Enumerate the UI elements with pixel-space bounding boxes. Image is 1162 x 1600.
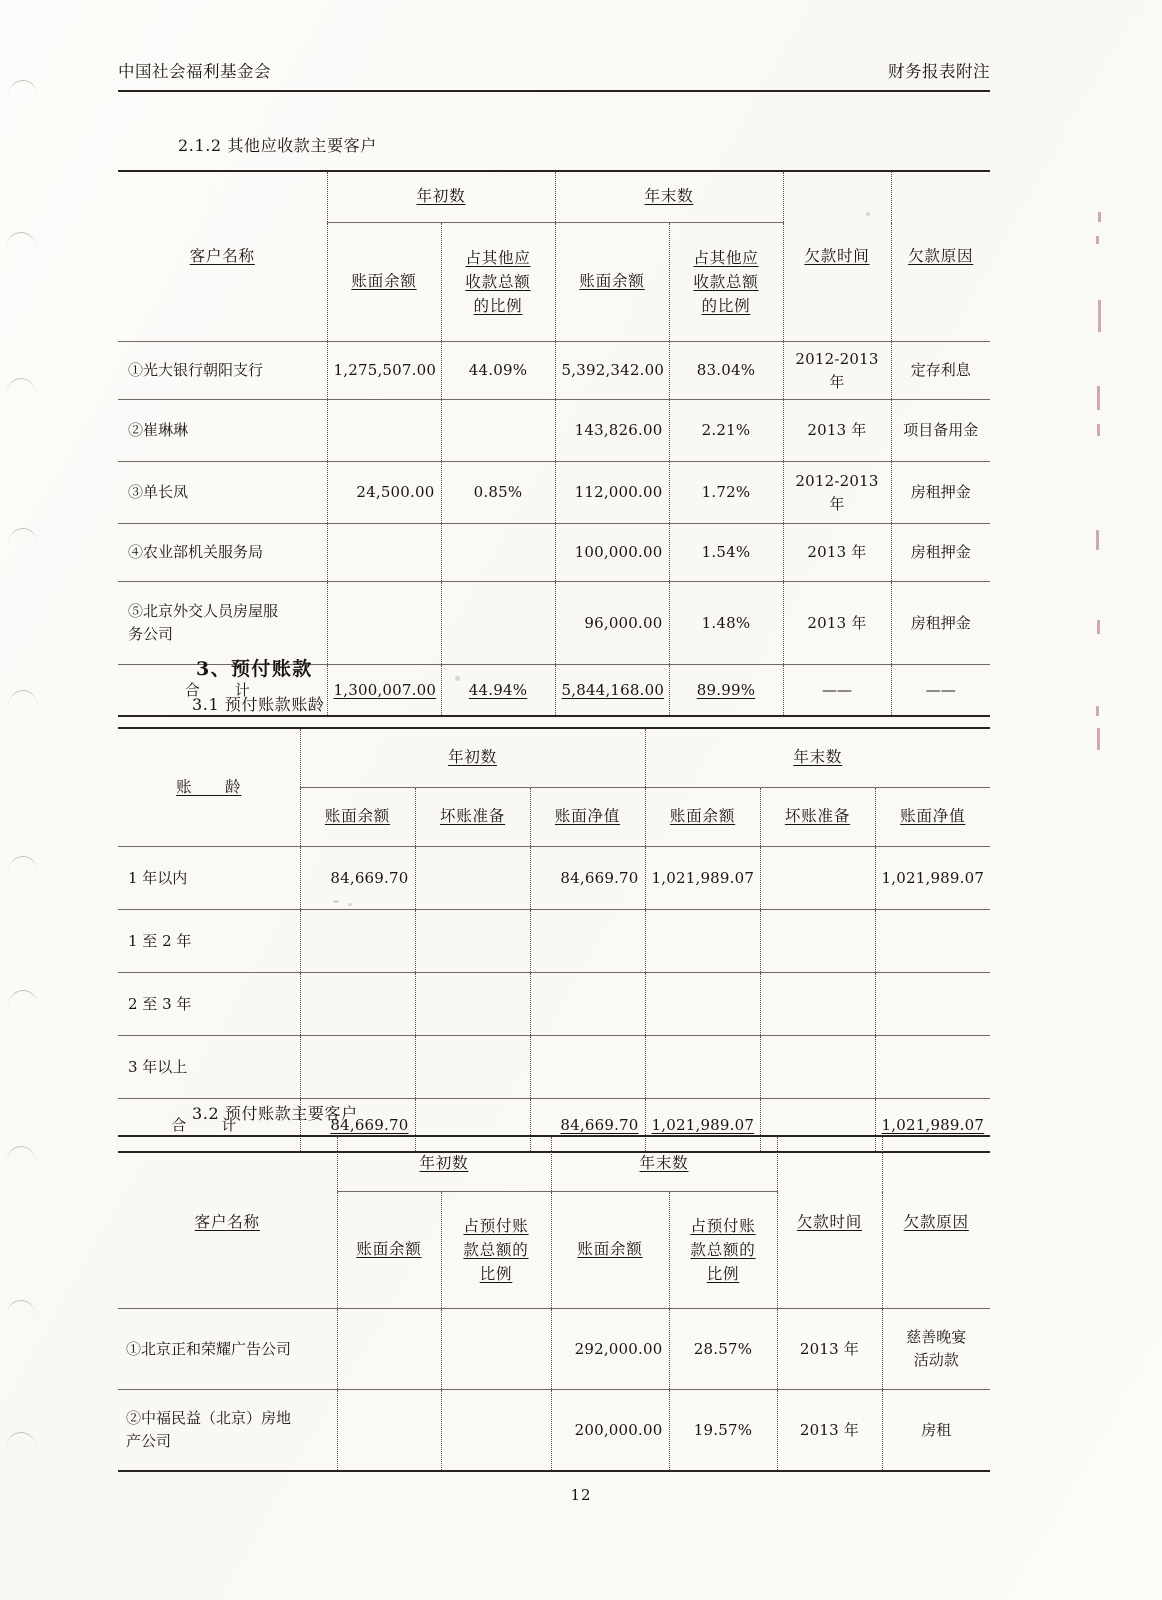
cell-customer-name: ④农业部机关服务局	[118, 524, 327, 582]
running-header	[118, 58, 990, 82]
table-row	[118, 400, 990, 462]
header-begin-ratio: 占预付账 款总额的 比例	[441, 1192, 551, 1309]
cell-owe-time: 2012-2013 年	[783, 342, 891, 400]
table-row	[118, 1390, 990, 1472]
caption-3-1: 3.1 预付账款账龄	[192, 695, 325, 714]
header-doc-title: 财务报表附注	[888, 62, 990, 81]
header-divider	[118, 90, 990, 92]
table-row	[118, 910, 990, 973]
cell-end-ratio: 1.54%	[669, 524, 783, 582]
cell-begin-net-value	[530, 973, 645, 1036]
cell-begin-ratio: 0.85%	[441, 462, 555, 524]
cell-begin-balance	[300, 1036, 415, 1099]
cell-owe-reason: 房租押金	[891, 582, 990, 665]
cell-owe-reason: 项目备用金	[891, 400, 990, 462]
cell-begin-net-value	[530, 1036, 645, 1099]
cell-end-balance	[645, 973, 760, 1036]
cell-end-net-value	[875, 973, 990, 1036]
scan-edge-artifact	[1097, 728, 1100, 750]
scan-speck	[333, 900, 339, 903]
cell-aging: 1 至 2 年	[118, 910, 300, 973]
header-end-book-balance: 账面余额	[555, 223, 669, 342]
cell-end-net-value: 1,021,989.07	[875, 847, 990, 910]
cell-customer-name: ③单长凤	[118, 462, 327, 524]
header-end-book-balance: 账面余额	[645, 788, 760, 847]
cell-total-end-ratio: 89.99%	[669, 665, 783, 717]
table-row	[118, 1036, 990, 1099]
header-owe-reason: 欠款原因	[891, 171, 990, 342]
caption-2-1-2: 2.1.2 其他应收款主要客户	[178, 136, 377, 155]
cell-end-ratio: 1.72%	[669, 462, 783, 524]
cell-owe-time: 2013 年	[783, 400, 891, 462]
cell-begin-bad-debt	[415, 1036, 530, 1099]
table-row	[118, 342, 990, 400]
cell-end-balance: 96,000.00	[555, 582, 669, 665]
header-begin-ratio: 占其他应 收款总额 的比例	[441, 223, 555, 342]
cell-total-end-net-value: 1,021,989.07	[875, 1099, 990, 1153]
cell-end-ratio: 2.21%	[669, 400, 783, 462]
header-owe-time: 欠款时间	[777, 1136, 882, 1309]
cell-end-ratio: 83.04%	[669, 342, 783, 400]
header-begin-book-balance: 账面余额	[337, 1192, 441, 1309]
cell-end-bad-debt	[760, 973, 875, 1036]
cell-begin-balance	[327, 524, 441, 582]
cell-total-label: 合 计	[118, 665, 327, 717]
table-header-row-group	[118, 1136, 990, 1192]
cell-end-balance	[645, 910, 760, 973]
header-end-ratio: 占其他应 收款总额 的比例	[669, 223, 783, 342]
header-begin-group: 年初数	[300, 728, 645, 788]
cell-owe-time: 2013 年	[777, 1309, 882, 1390]
header-owe-time: 欠款时间	[783, 171, 891, 342]
cell-begin-balance: 24,500.00	[327, 462, 441, 524]
header-aging: 账 龄	[118, 728, 300, 847]
header-end-group: 年末数	[645, 728, 990, 788]
cell-owe-time: 2013 年	[783, 524, 891, 582]
table-row	[118, 847, 990, 910]
header-begin-bad-debt: 坏账准备	[415, 788, 530, 847]
cell-begin-balance: 1,275,507.00	[327, 342, 441, 400]
cell-begin-balance	[337, 1309, 441, 1390]
cell-owe-reason: 慈善晚宴 活动款	[882, 1309, 990, 1390]
header-begin-book-balance: 账面余额	[300, 788, 415, 847]
cell-owe-time: 2013 年	[783, 582, 891, 665]
cell-begin-ratio	[441, 524, 555, 582]
cell-total-label: 合 计	[118, 1099, 300, 1153]
scan-edge-artifact	[1097, 424, 1100, 436]
cell-customer-name: ②崔琳琳	[118, 400, 327, 462]
cell-customer-name: ②中福民益（北京）房地 产公司	[118, 1390, 337, 1472]
hole-punch-mark	[6, 1300, 36, 1317]
section-title-3: 3、预付账款	[196, 658, 313, 680]
cell-aging: 2 至 3 年	[118, 973, 300, 1036]
cell-customer-name: ①光大银行朝阳支行	[118, 342, 327, 400]
cell-total-owe-reason: ——	[891, 665, 990, 717]
header-owe-reason: 欠款原因	[882, 1136, 990, 1309]
header-end-book-balance: 账面余额	[551, 1192, 669, 1309]
cell-begin-bad-debt	[415, 973, 530, 1036]
hole-punch-mark	[8, 80, 38, 97]
cell-begin-bad-debt	[415, 847, 530, 910]
scan-edge-artifact	[1096, 236, 1099, 244]
caption-3-2: 3.2 预付账款主要客户	[192, 1104, 358, 1123]
hole-punch-mark	[6, 1146, 36, 1163]
scan-edge-artifact	[1096, 706, 1099, 716]
cell-begin-ratio	[441, 400, 555, 462]
hole-punch-mark	[6, 378, 36, 395]
header-end-group: 年末数	[551, 1136, 777, 1192]
table-row	[118, 973, 990, 1036]
cell-begin-net-value: 84,669.70	[530, 847, 645, 910]
cell-owe-reason: 定存利息	[891, 342, 990, 400]
cell-customer-name: ⑤北京外交人员房屋服 务公司	[118, 582, 327, 665]
cell-begin-ratio	[441, 1390, 551, 1472]
cell-total-owe-time: ——	[783, 665, 891, 717]
header-org-name: 中国社会福利基金会	[118, 62, 271, 81]
cell-begin-balance	[337, 1390, 441, 1472]
scan-speck	[348, 903, 352, 906]
page-number: 12	[570, 1486, 592, 1504]
hole-punch-mark	[8, 528, 38, 545]
cell-end-balance: 5,392,342.00	[555, 342, 669, 400]
cell-total-begin-balance: 84,669.70	[300, 1099, 415, 1153]
cell-end-balance: 292,000.00	[551, 1309, 669, 1390]
cell-aging: 1 年以内	[118, 847, 300, 910]
scan-edge-artifact	[1097, 620, 1100, 634]
cell-begin-bad-debt	[415, 910, 530, 973]
header-end-ratio: 占预付账 款总额的 比例	[669, 1192, 777, 1309]
cell-owe-time: 2012-2013 年	[783, 462, 891, 524]
header-end-net-value: 账面净值	[875, 788, 990, 847]
cell-total-begin-balance: 1,300,007.00	[327, 665, 441, 717]
cell-end-balance: 1,021,989.07	[645, 847, 760, 910]
cell-end-ratio: 1.48%	[669, 582, 783, 665]
cell-total-end-balance: 5,844,168.00	[555, 665, 669, 717]
cell-begin-ratio	[441, 1309, 551, 1390]
header-end-group: 年末数	[555, 171, 783, 223]
cell-begin-balance	[327, 582, 441, 665]
cell-begin-balance	[300, 910, 415, 973]
hole-punch-mark	[8, 856, 38, 873]
header-begin-net-value: 账面净值	[530, 788, 645, 847]
cell-total-end-balance: 1,021,989.07	[645, 1099, 760, 1153]
scan-edge-artifact	[1098, 300, 1101, 332]
cell-end-balance: 112,000.00	[555, 462, 669, 524]
scan-speck	[866, 212, 870, 216]
cell-owe-reason: 房租押金	[891, 462, 990, 524]
cell-end-bad-debt	[760, 1036, 875, 1099]
cell-end-bad-debt	[760, 847, 875, 910]
cell-total-begin-net-value: 84,669.70	[530, 1099, 645, 1153]
cell-end-bad-debt	[760, 910, 875, 973]
hole-punch-mark	[6, 1432, 36, 1449]
header-customer-name: 客户名称	[118, 1136, 337, 1309]
table-row	[118, 1309, 990, 1390]
cell-total-begin-ratio: 44.94%	[441, 665, 555, 717]
cell-begin-balance	[300, 973, 415, 1036]
table-row	[118, 582, 990, 665]
header-begin-group: 年初数	[327, 171, 555, 223]
cell-end-balance: 100,000.00	[555, 524, 669, 582]
scan-edge-artifact	[1096, 530, 1099, 550]
cell-end-balance	[645, 1036, 760, 1099]
hole-punch-mark	[6, 232, 36, 249]
cell-end-balance: 143,826.00	[555, 400, 669, 462]
header-end-bad-debt: 坏账准备	[760, 788, 875, 847]
header-begin-group: 年初数	[337, 1136, 551, 1192]
table-header-row-group	[118, 728, 990, 788]
cell-end-net-value	[875, 1036, 990, 1099]
table-header-row-group	[118, 171, 990, 223]
cell-end-ratio: 28.57%	[669, 1309, 777, 1390]
cell-end-balance: 200,000.00	[551, 1390, 669, 1472]
header-begin-book-balance: 账面余额	[327, 223, 441, 342]
cell-begin-net-value	[530, 910, 645, 973]
cell-begin-balance: 84,669.70	[300, 847, 415, 910]
cell-owe-time: 2013 年	[777, 1390, 882, 1472]
table-other-receivables	[118, 170, 990, 717]
cell-end-ratio: 19.57%	[669, 1390, 777, 1472]
cell-owe-reason: 房租	[882, 1390, 990, 1472]
scan-edge-artifact	[1098, 212, 1101, 222]
table-row	[118, 462, 990, 524]
hole-punch-mark	[8, 990, 38, 1007]
scan-edge-artifact	[1097, 386, 1100, 410]
header-customer-name: 客户名称	[118, 171, 327, 342]
cell-aging: 3 年以上	[118, 1036, 300, 1099]
hole-punch-mark	[8, 690, 38, 707]
table-prepayment-customers	[118, 1135, 990, 1472]
table-prepayment-aging	[118, 727, 990, 1153]
cell-begin-ratio	[441, 582, 555, 665]
cell-begin-ratio: 44.09%	[441, 342, 555, 400]
cell-end-net-value	[875, 910, 990, 973]
cell-begin-balance	[327, 400, 441, 462]
table-row	[118, 524, 990, 582]
cell-customer-name: ①北京正和荣耀广告公司	[118, 1309, 337, 1390]
scan-speck	[455, 676, 460, 681]
cell-owe-reason: 房租押金	[891, 524, 990, 582]
